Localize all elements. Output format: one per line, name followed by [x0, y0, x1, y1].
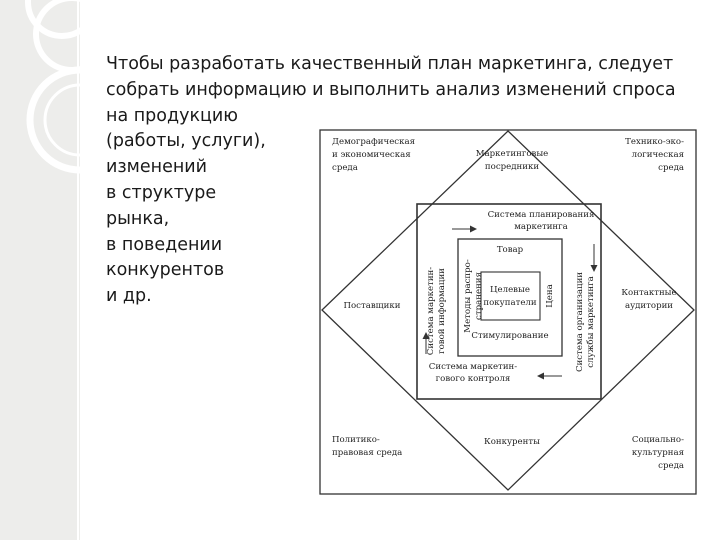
corner-bottom-right-line: Социально-	[631, 435, 684, 445]
promotion-label: Стимулирование	[471, 331, 549, 341]
information-system-line: говой информации	[437, 268, 447, 354]
diamond-bottom-label: Конкуренты	[484, 437, 540, 447]
marketing-environment-diagram	[318, 128, 698, 496]
intro-line: и др.	[106, 286, 152, 307]
diamond-right-line: Контактные	[621, 288, 677, 298]
intro-line: рынка,	[106, 208, 170, 229]
intro-line: в структуре	[106, 182, 217, 203]
product-label: Товар	[496, 245, 524, 255]
intro-line: (работы, услуги),	[106, 131, 266, 152]
methods-line: Методы распро-	[463, 259, 473, 333]
corner-top-right-line: логическая	[631, 150, 684, 160]
target-buyers-line: Целевые	[490, 285, 530, 295]
information-system-line: Система маркетин-	[426, 266, 436, 356]
diamond-top-line: Маркетинговые	[475, 149, 549, 159]
organization-system-line: Система организации	[575, 271, 585, 373]
intro-line: в поведении	[106, 234, 223, 255]
methods-line: странения	[474, 272, 484, 320]
decorative-side-panel	[0, 0, 80, 540]
corner-top-right-line: среда	[658, 163, 684, 173]
corner-bottom-left-line: правовая среда	[332, 448, 403, 458]
diamond-top-line: посредники	[484, 162, 540, 172]
control-system-line: Система маркетин-	[428, 362, 518, 372]
intro-line: изменений	[106, 157, 208, 178]
planning-system-line: маркетинга	[514, 222, 568, 232]
intro-line: Чтобы разработать качественный план маркетинга, следует	[106, 54, 674, 74]
control-system-line: гового контроля	[435, 374, 511, 384]
intro-line: конкурентов	[106, 260, 225, 281]
intro-line: на продукцию	[106, 105, 239, 126]
corner-top-left-line: и экономическая	[332, 150, 411, 160]
price-label: Цена	[545, 284, 555, 308]
corner-bottom-left-line: Политико-	[332, 435, 380, 445]
corner-bottom-right-line: среда	[658, 461, 684, 471]
corner-top-right-line: Технико-эко-	[625, 137, 684, 147]
corner-bottom-right-line: культурная	[631, 448, 684, 458]
diamond-left-label: Поставщики	[343, 301, 401, 311]
planning-system-line: Система планирования	[487, 210, 595, 220]
intro-line: собрать информацию и выполнить анализ изменений спроса	[106, 79, 676, 100]
target-buyers-line: покупатели	[483, 298, 537, 308]
diamond-right-line: аудитории	[624, 301, 674, 311]
corner-top-left-line: Демографическая	[332, 137, 416, 147]
corner-top-left-line: среда	[332, 163, 358, 173]
organization-system-line: службы маркетинга	[586, 276, 596, 368]
